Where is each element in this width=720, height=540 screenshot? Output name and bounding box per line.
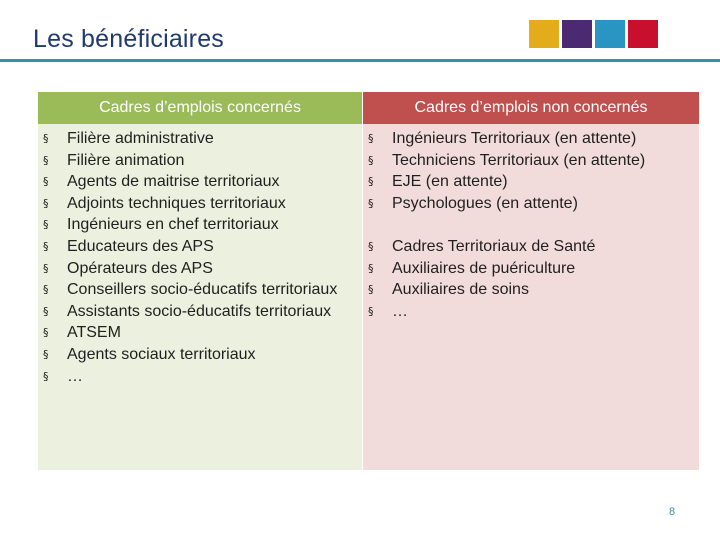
bullet-icon: §: [368, 261, 374, 275]
list-item-text: Filière administrative: [67, 130, 214, 147]
list-item: [38, 279, 362, 301]
bullet-icon: §: [368, 239, 374, 253]
list-item: [38, 366, 362, 388]
list-item: [363, 301, 699, 323]
bullet-icon: §: [43, 369, 49, 383]
list-item-text: Conseillers socio-éducatifs territoriaux: [67, 281, 338, 299]
list-item: [363, 150, 699, 172]
concerned-column: [38, 92, 362, 470]
list-item: [38, 171, 362, 193]
list-item: [363, 171, 699, 193]
bullet-icon: §: [43, 196, 49, 210]
list-item: [38, 258, 362, 280]
list-item: [363, 258, 699, 280]
slide-title: Les bénéficiaires: [33, 25, 225, 53]
bullet-icon: §: [368, 283, 374, 297]
bullet-icon: §: [43, 326, 49, 340]
list-item: [363, 236, 699, 258]
bullet-icon: §: [43, 304, 49, 318]
list-item-text: Auxiliaires de puériculture: [392, 259, 576, 277]
bullet-icon: §: [368, 175, 374, 189]
list-item: [363, 128, 699, 150]
swatch-yellow: [529, 20, 559, 48]
list-item-text: Ingénieurs Territoriaux (en attente): [392, 130, 637, 147]
list-item: [38, 301, 362, 323]
not-concerned-header: Cadres d’emplois non concernés: [363, 92, 699, 124]
swatch-red: [628, 20, 658, 48]
bullet-icon: §: [368, 196, 374, 210]
list-item-text: Adjoints techniques territoriaux: [67, 194, 286, 212]
swatch-blue: [595, 20, 625, 48]
list-item-text: EJE (en attente): [392, 173, 508, 191]
not-concerned-list-1: [363, 128, 699, 214]
not-concerned-column: [363, 92, 699, 470]
bullet-icon: §: [368, 153, 374, 167]
concerned-header: Cadres d’emplois concernés: [38, 92, 362, 124]
list-item-text: Techniciens Territoriaux (en attente): [392, 151, 646, 169]
not-concerned-body: [363, 124, 699, 470]
list-item-text: Auxiliaires de soins: [392, 281, 529, 299]
swatch-purple: [562, 20, 592, 48]
list-item: [38, 322, 362, 344]
bullet-icon: §: [43, 239, 49, 253]
bullet-icon: §: [43, 175, 49, 189]
list-item-text: Opérateurs des APS: [67, 259, 213, 277]
bullet-icon: §: [43, 347, 49, 361]
list-item: [38, 193, 362, 215]
concerned-list: [38, 128, 362, 387]
list-item-text: Agents de maitrise territoriaux: [67, 173, 280, 191]
list-item-text: Educateurs des APS: [67, 237, 214, 255]
list-item-text: Psychologues (en attente): [392, 194, 578, 212]
bullet-icon: §: [43, 153, 49, 167]
list-item-text: Filière animation: [67, 151, 185, 169]
list-item: [38, 344, 362, 366]
list-gap: [363, 214, 699, 236]
bullet-icon: §: [368, 132, 374, 145]
not-concerned-list-2: [363, 236, 699, 322]
bullet-icon: §: [43, 283, 49, 297]
list-item-text: …: [392, 302, 408, 320]
list-item: [38, 236, 362, 258]
list-item: [38, 214, 362, 236]
concerned-body: [38, 124, 362, 470]
list-item: [363, 193, 699, 215]
list-item: [38, 150, 362, 172]
bullet-icon: §: [43, 261, 49, 275]
list-item-text: Cadres Territoriaux de Santé: [392, 237, 596, 255]
bullet-icon: §: [43, 132, 49, 145]
list-item: [38, 128, 362, 150]
page-number: 8: [668, 506, 676, 518]
bullet-icon: §: [368, 304, 374, 318]
list-item-text: Assistants socio-éducatifs territoriaux: [67, 302, 332, 320]
title-underline: [0, 59, 720, 62]
list-item-text: ATSEM: [67, 324, 121, 342]
color-swatches: [529, 20, 658, 48]
list-item-text: …: [67, 367, 83, 385]
list-item-text: Ingénieurs en chef territoriaux: [67, 216, 279, 234]
list-item: [363, 279, 699, 301]
bullet-icon: §: [43, 218, 49, 232]
list-item-text: Agents sociaux territoriaux: [67, 345, 256, 363]
